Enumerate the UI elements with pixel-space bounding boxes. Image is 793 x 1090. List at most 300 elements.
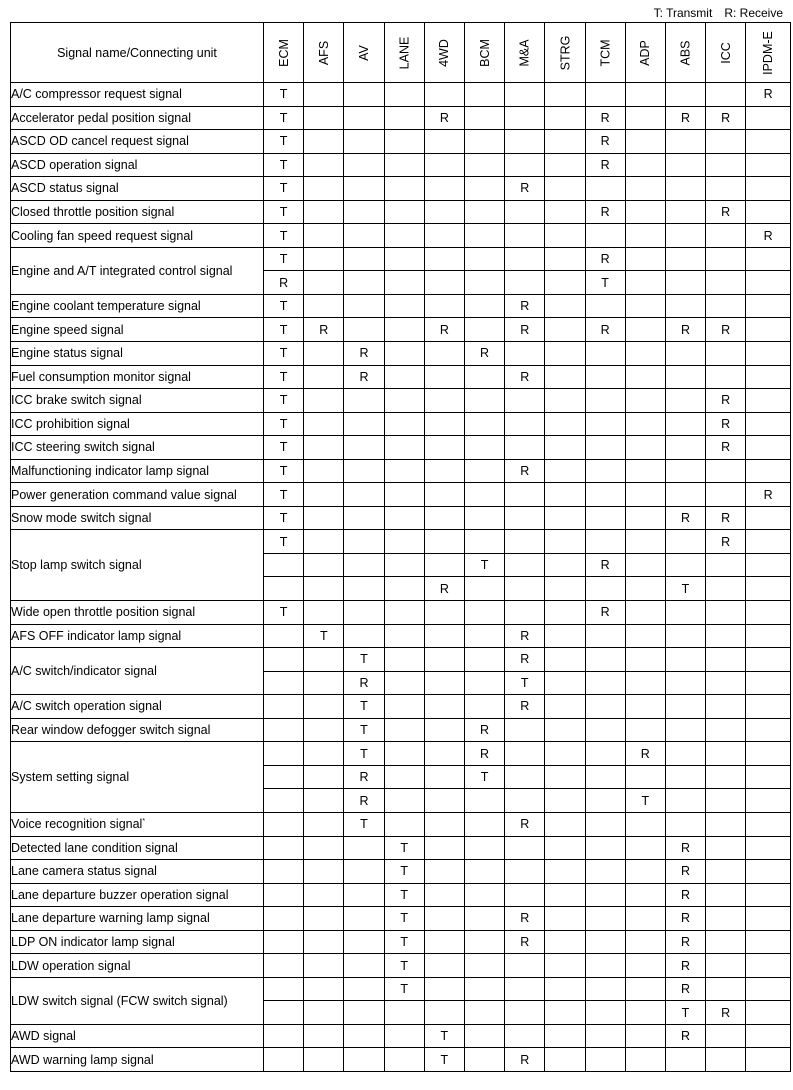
signal-name xyxy=(11,954,264,978)
signal-name xyxy=(11,1048,264,1072)
cell-ecm: T xyxy=(264,130,304,154)
cell-ipdm-e xyxy=(746,1048,791,1072)
signal-name-text: LDW switch signal (FCW switch signal) xyxy=(11,993,228,1008)
cell-afs xyxy=(304,883,344,907)
cell-icc xyxy=(706,177,746,201)
cell-abs xyxy=(665,530,705,554)
cell-abs xyxy=(665,389,705,413)
cell-lane: T xyxy=(384,883,424,907)
cell-m-a: R xyxy=(505,624,545,648)
cell-ipdm-e xyxy=(746,742,791,766)
cell-ecm: T xyxy=(264,177,304,201)
cell-tcm xyxy=(585,671,625,695)
cell-ecm xyxy=(264,954,304,978)
cell-strg xyxy=(545,812,585,836)
cell-abs xyxy=(665,412,705,436)
table-row xyxy=(11,247,791,271)
table-row xyxy=(11,812,791,836)
signal-name xyxy=(11,365,264,389)
table-row xyxy=(11,930,791,954)
cell-ecm: T xyxy=(264,601,304,625)
cell-icc xyxy=(706,1024,746,1048)
cell-strg xyxy=(545,977,585,1001)
cell-m-a xyxy=(505,412,545,436)
cell-icc: R xyxy=(706,412,746,436)
cell-ecm: T xyxy=(264,530,304,554)
signal-name xyxy=(11,294,264,318)
cell-bcm xyxy=(464,907,504,931)
cell-bcm xyxy=(464,247,504,271)
signal-name xyxy=(11,436,264,460)
cell-4wd: R xyxy=(424,577,464,601)
cell-m-a xyxy=(505,601,545,625)
cell-lane: T xyxy=(384,954,424,978)
cell-bcm xyxy=(464,977,504,1001)
table-row xyxy=(11,365,791,389)
cell-lane: T xyxy=(384,860,424,884)
table-row xyxy=(11,200,791,224)
signal-table xyxy=(10,22,791,1072)
cell-ipdm-e xyxy=(746,130,791,154)
cell-ecm xyxy=(264,553,304,577)
cell-icc xyxy=(706,83,746,107)
cell-bcm xyxy=(464,271,504,295)
cell-tcm xyxy=(585,624,625,648)
cell-afs xyxy=(304,601,344,625)
cell-av: R xyxy=(344,789,384,813)
cell-ipdm-e: R xyxy=(746,83,791,107)
unit-header-adp xyxy=(625,23,665,83)
cell-4wd xyxy=(424,342,464,366)
table-row xyxy=(11,860,791,884)
cell-abs xyxy=(665,342,705,366)
cell-m-a xyxy=(505,860,545,884)
cell-tcm xyxy=(585,977,625,1001)
table-row xyxy=(11,836,791,860)
cell-av xyxy=(344,1048,384,1072)
cell-lane xyxy=(384,506,424,530)
cell-afs xyxy=(304,907,344,931)
cell-lane: T xyxy=(384,907,424,931)
cell-m-a xyxy=(505,742,545,766)
cell-av: T xyxy=(344,812,384,836)
cell-av xyxy=(344,294,384,318)
unit-header-strg xyxy=(545,23,585,83)
cell-tcm: R xyxy=(585,553,625,577)
cell-ipdm-e: R xyxy=(746,483,791,507)
cell-tcm xyxy=(585,342,625,366)
cell-m-a xyxy=(505,436,545,460)
cell-strg xyxy=(545,83,585,107)
cell-4wd xyxy=(424,883,464,907)
cell-abs: T xyxy=(665,577,705,601)
cell-av xyxy=(344,930,384,954)
cell-m-a: R xyxy=(505,318,545,342)
cell-tcm xyxy=(585,83,625,107)
cell-ecm: T xyxy=(264,365,304,389)
cell-m-a xyxy=(505,836,545,860)
table-row xyxy=(11,695,791,719)
cell-strg xyxy=(545,247,585,271)
cell-bcm xyxy=(464,483,504,507)
cell-adp xyxy=(625,648,665,672)
cell-strg xyxy=(545,1001,585,1025)
unit-header-label: ECM xyxy=(276,38,291,67)
signal-name-text: AWD warning lamp signal xyxy=(11,1052,154,1067)
cell-av xyxy=(344,977,384,1001)
table-row xyxy=(11,130,791,154)
cell-bcm xyxy=(464,695,504,719)
cell-av xyxy=(344,907,384,931)
cell-bcm xyxy=(464,106,504,130)
cell-adp xyxy=(625,483,665,507)
cell-4wd xyxy=(424,506,464,530)
cell-icc xyxy=(706,459,746,483)
cell-afs xyxy=(304,812,344,836)
unit-header-label: AV xyxy=(356,44,371,61)
cell-ecm xyxy=(264,977,304,1001)
cell-strg xyxy=(545,436,585,460)
cell-icc: R xyxy=(706,200,746,224)
cell-afs xyxy=(304,365,344,389)
table-row xyxy=(11,412,791,436)
cell-icc xyxy=(706,342,746,366)
signal-name xyxy=(11,177,264,201)
cell-adp xyxy=(625,459,665,483)
cell-tcm xyxy=(585,224,625,248)
cell-lane xyxy=(384,648,424,672)
cell-adp xyxy=(625,977,665,1001)
cell-tcm xyxy=(585,459,625,483)
cell-bcm xyxy=(464,530,504,554)
table-row xyxy=(11,530,791,554)
cell-adp: T xyxy=(625,789,665,813)
cell-afs xyxy=(304,648,344,672)
cell-lane xyxy=(384,530,424,554)
cell-tcm xyxy=(585,577,625,601)
cell-bcm xyxy=(464,459,504,483)
cell-av xyxy=(344,130,384,154)
cell-4wd: T xyxy=(424,1024,464,1048)
cell-4wd xyxy=(424,648,464,672)
signal-name xyxy=(11,977,264,1024)
signal-name xyxy=(11,742,264,813)
cell-afs xyxy=(304,789,344,813)
cell-tcm xyxy=(585,389,625,413)
cell-adp xyxy=(625,177,665,201)
table-row xyxy=(11,1048,791,1072)
cell-tcm xyxy=(585,530,625,554)
cell-ecm xyxy=(264,695,304,719)
cell-m-a xyxy=(505,342,545,366)
cell-tcm xyxy=(585,177,625,201)
cell-ipdm-e xyxy=(746,271,791,295)
cell-afs xyxy=(304,1048,344,1072)
legend xyxy=(654,6,783,20)
cell-bcm xyxy=(464,200,504,224)
cell-adp xyxy=(625,294,665,318)
cell-adp xyxy=(625,601,665,625)
cell-adp xyxy=(625,271,665,295)
signal-name-text: ASCD status signal xyxy=(11,181,119,196)
cell-4wd xyxy=(424,695,464,719)
signal-name xyxy=(11,342,264,366)
cell-icc: R xyxy=(706,530,746,554)
cell-icc xyxy=(706,365,746,389)
cell-strg xyxy=(545,412,585,436)
cell-afs xyxy=(304,271,344,295)
cell-strg xyxy=(545,389,585,413)
cell-ecm: T xyxy=(264,83,304,107)
cell-adp xyxy=(625,153,665,177)
cell-ecm: T xyxy=(264,200,304,224)
signal-name-text: Rear window defogger switch signal xyxy=(11,723,211,738)
cell-afs xyxy=(304,695,344,719)
cell-tcm: R xyxy=(585,318,625,342)
cell-afs xyxy=(304,153,344,177)
cell-icc: R xyxy=(706,436,746,460)
cell-icc xyxy=(706,224,746,248)
cell-4wd xyxy=(424,860,464,884)
cell-bcm xyxy=(464,789,504,813)
cell-av xyxy=(344,883,384,907)
cell-ipdm-e xyxy=(746,436,791,460)
cell-bcm: R xyxy=(464,342,504,366)
cell-tcm xyxy=(585,718,625,742)
cell-ipdm-e xyxy=(746,389,791,413)
cell-abs xyxy=(665,153,705,177)
signal-name-text: AWD signal xyxy=(11,1029,76,1044)
unit-header-label: TCM xyxy=(598,38,613,67)
cell-ipdm-e xyxy=(746,247,791,271)
cell-ipdm-e xyxy=(746,553,791,577)
cell-av xyxy=(344,200,384,224)
cell-4wd xyxy=(424,365,464,389)
signal-name xyxy=(11,883,264,907)
cell-4wd xyxy=(424,153,464,177)
cell-ipdm-e xyxy=(746,342,791,366)
cell-av: R xyxy=(344,671,384,695)
cell-tcm xyxy=(585,412,625,436)
cell-ecm xyxy=(264,907,304,931)
cell-lane xyxy=(384,106,424,130)
cell-bcm xyxy=(464,930,504,954)
cell-abs: R xyxy=(665,954,705,978)
cell-bcm xyxy=(464,836,504,860)
cell-adp xyxy=(625,106,665,130)
cell-bcm: T xyxy=(464,765,504,789)
cell-m-a xyxy=(505,1024,545,1048)
cell-av xyxy=(344,1024,384,1048)
signal-name xyxy=(11,200,264,224)
cell-tcm xyxy=(585,695,625,719)
cell-icc xyxy=(706,153,746,177)
cell-ipdm-e xyxy=(746,671,791,695)
cell-icc: R xyxy=(706,318,746,342)
cell-adp xyxy=(625,342,665,366)
cell-av xyxy=(344,106,384,130)
cell-afs xyxy=(304,436,344,460)
table-row xyxy=(11,83,791,107)
cell-bcm xyxy=(464,954,504,978)
cell-strg xyxy=(545,153,585,177)
cell-ecm xyxy=(264,883,304,907)
cell-adp xyxy=(625,365,665,389)
signal-name-text: ICC prohibition signal xyxy=(11,416,130,431)
signal-name xyxy=(11,506,264,530)
cell-abs: R xyxy=(665,977,705,1001)
cell-bcm xyxy=(464,577,504,601)
table-row xyxy=(11,883,791,907)
cell-lane: T xyxy=(384,836,424,860)
signal-name xyxy=(11,83,264,107)
signal-name xyxy=(11,389,264,413)
cell-strg xyxy=(545,342,585,366)
cell-afs xyxy=(304,83,344,107)
signal-name-text: LDP ON indicator lamp signal xyxy=(11,934,175,949)
cell-tcm: T xyxy=(585,271,625,295)
cell-m-a xyxy=(505,977,545,1001)
cell-av xyxy=(344,506,384,530)
cell-afs xyxy=(304,718,344,742)
unit-header-tcm xyxy=(585,23,625,83)
cell-lane xyxy=(384,318,424,342)
signal-name-text: Stop lamp switch signal xyxy=(11,558,142,573)
signal-name xyxy=(11,247,264,294)
cell-ecm xyxy=(264,860,304,884)
cell-bcm xyxy=(464,83,504,107)
cell-abs xyxy=(665,224,705,248)
cell-lane xyxy=(384,83,424,107)
cell-tcm: R xyxy=(585,200,625,224)
cell-4wd xyxy=(424,436,464,460)
cell-ipdm-e xyxy=(746,860,791,884)
cell-4wd xyxy=(424,789,464,813)
unit-header-label: ADP xyxy=(638,39,653,66)
cell-av xyxy=(344,389,384,413)
cell-av: R xyxy=(344,365,384,389)
unit-header-lane xyxy=(384,23,424,83)
cell-tcm xyxy=(585,883,625,907)
cell-abs xyxy=(665,83,705,107)
unit-header-label: ABS xyxy=(678,39,693,66)
cell-bcm xyxy=(464,624,504,648)
cell-ipdm-e: R xyxy=(746,224,791,248)
signal-name-text: A/C switch/indicator signal xyxy=(11,664,157,679)
cell-tcm xyxy=(585,765,625,789)
cell-ipdm-e xyxy=(746,812,791,836)
cell-4wd xyxy=(424,812,464,836)
signal-name-text: Detected lane condition signal xyxy=(11,840,178,855)
cell-ipdm-e xyxy=(746,1001,791,1025)
cell-av xyxy=(344,954,384,978)
cell-afs xyxy=(304,389,344,413)
cell-afs xyxy=(304,342,344,366)
cell-4wd xyxy=(424,271,464,295)
cell-strg xyxy=(545,789,585,813)
cell-tcm: R xyxy=(585,601,625,625)
cell-ipdm-e xyxy=(746,789,791,813)
cell-abs xyxy=(665,1048,705,1072)
cell-m-a xyxy=(505,506,545,530)
cell-4wd: R xyxy=(424,106,464,130)
cell-afs xyxy=(304,247,344,271)
cell-adp xyxy=(625,247,665,271)
cell-m-a xyxy=(505,200,545,224)
signal-name-text: AFS OFF indicator lamp signal xyxy=(11,628,182,643)
cell-adp xyxy=(625,836,665,860)
cell-icc xyxy=(706,553,746,577)
cell-afs xyxy=(304,530,344,554)
cell-av: R xyxy=(344,765,384,789)
cell-afs xyxy=(304,483,344,507)
table-row xyxy=(11,954,791,978)
cell-abs: R xyxy=(665,883,705,907)
cell-abs xyxy=(665,553,705,577)
cell-tcm: R xyxy=(585,153,625,177)
cell-afs xyxy=(304,200,344,224)
cell-bcm xyxy=(464,1001,504,1025)
cell-tcm xyxy=(585,1024,625,1048)
cell-lane xyxy=(384,1048,424,1072)
cell-tcm xyxy=(585,294,625,318)
cell-ecm: T xyxy=(264,294,304,318)
cell-bcm xyxy=(464,860,504,884)
cell-strg xyxy=(545,624,585,648)
cell-strg xyxy=(545,506,585,530)
cell-ecm: T xyxy=(264,224,304,248)
cell-abs xyxy=(665,459,705,483)
cell-afs: T xyxy=(304,624,344,648)
cell-lane xyxy=(384,130,424,154)
cell-lane xyxy=(384,200,424,224)
cell-av: T xyxy=(344,648,384,672)
cell-ecm xyxy=(264,624,304,648)
cell-lane xyxy=(384,177,424,201)
cell-4wd xyxy=(424,130,464,154)
signal-name xyxy=(11,624,264,648)
signal-name xyxy=(11,412,264,436)
cell-icc xyxy=(706,671,746,695)
cell-adp xyxy=(625,1024,665,1048)
signal-name xyxy=(11,459,264,483)
unit-header-label: IPDM-E xyxy=(761,30,776,75)
cell-strg xyxy=(545,1024,585,1048)
unit-header-bcm xyxy=(464,23,504,83)
cell-icc xyxy=(706,977,746,1001)
cell-ipdm-e xyxy=(746,907,791,931)
cell-av xyxy=(344,483,384,507)
cell-afs xyxy=(304,742,344,766)
signal-name-text: Fuel consumption monitor signal xyxy=(11,369,191,384)
cell-strg xyxy=(545,1048,585,1072)
cell-lane xyxy=(384,483,424,507)
cell-strg xyxy=(545,836,585,860)
signal-name-text: A/C switch operation signal xyxy=(11,699,162,714)
cell-m-a xyxy=(505,271,545,295)
cell-tcm xyxy=(585,742,625,766)
cell-tcm xyxy=(585,1001,625,1025)
cell-av xyxy=(344,153,384,177)
cell-adp xyxy=(625,130,665,154)
cell-adp xyxy=(625,530,665,554)
cell-bcm xyxy=(464,648,504,672)
cell-bcm xyxy=(464,812,504,836)
cell-afs xyxy=(304,860,344,884)
cell-4wd xyxy=(424,459,464,483)
cell-bcm xyxy=(464,318,504,342)
cell-adp xyxy=(625,695,665,719)
